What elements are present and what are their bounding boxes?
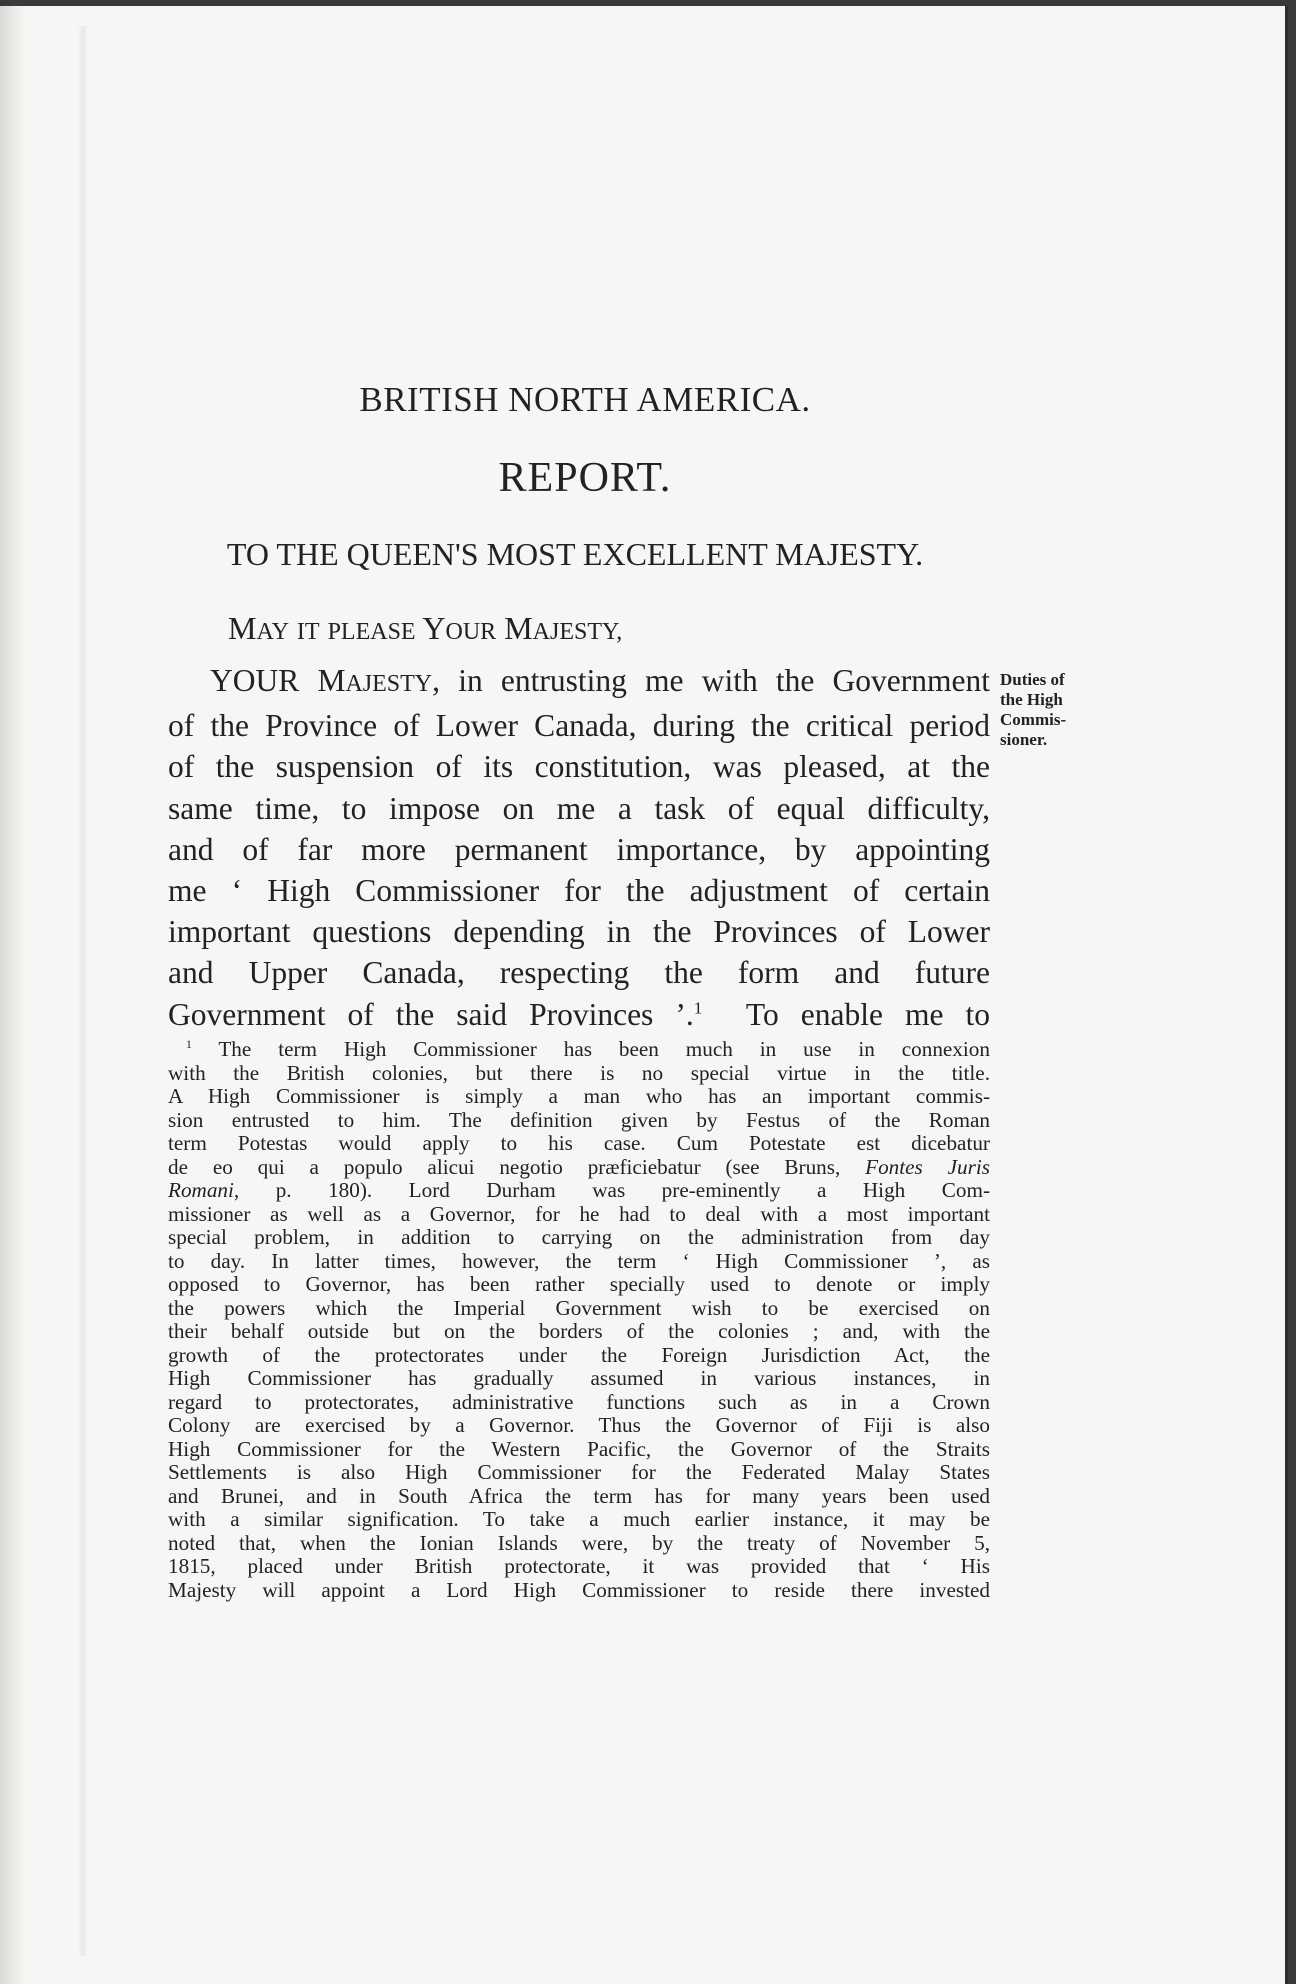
running-title: BRITISH NORTH AMERICA. (359, 380, 811, 419)
footnote-line-1 (168, 1038, 990, 1062)
body-lead-smallcaps: AJESTY (345, 671, 433, 697)
page-gutter-shadow (0, 6, 26, 1984)
body-lead-rest: , in entrusting me with the Government (432, 663, 990, 698)
body-last-after: To enable me to (702, 996, 991, 1032)
body-line: and Upper Canada, respecting the form and future (168, 955, 990, 991)
salutation-word-4-cap: Y (422, 610, 446, 646)
footnote-line: and Brunei, and in South Africa the term has for many years been used (168, 1483, 990, 1508)
salutation (228, 610, 622, 647)
salutation-word-1-rest: AY (256, 619, 289, 645)
footnote-line: regard to protectorates, administrative functions such as in a Crown (168, 1389, 990, 1414)
footnote-line-7 (168, 1179, 990, 1203)
footnote-reference: 1 (693, 998, 703, 1018)
body-last-before: Government of the said Provinces ’. (168, 996, 694, 1032)
footnote-line-text: , p. 180). Lord Durham was pre-eminently a High Com- (233, 1178, 990, 1202)
footnote-italic-title: Fontes Juris (865, 1154, 991, 1179)
footnote-line: to day. In latter times, however, the term ‘ High Commissioner ’, as (168, 1248, 990, 1273)
footnote-line-6 (168, 1156, 990, 1180)
book-page (0, 6, 1288, 1984)
salutation-word-2: IT (296, 619, 320, 645)
footnote-line: A High Commissioner is simply a man who has an important commis- (168, 1084, 990, 1108)
margin-note (1000, 670, 1090, 750)
footnote-line: missioner as well as a Governor, for he had to deal with a most important (168, 1201, 990, 1226)
body-line: me ‘ High Commissioner for the adjustment of certain (168, 873, 990, 909)
body-line: same time, to impose on me a task of equal difficulty, (168, 790, 990, 826)
footnote-line: opposed to Governor, has been rather specially used to denote or imply (168, 1272, 990, 1296)
salutation-word-1-cap: M (228, 610, 257, 646)
footnote-line: special problem, in addition to carrying on the administration from day (168, 1225, 990, 1249)
footnote-marker: 1 (186, 1037, 192, 1051)
footnote-line: with the British colonies, but there is no special virtue in the title. (168, 1060, 990, 1085)
footnote-line: growth of the protectorates under the Foreign Jurisdiction Act, the (168, 1342, 990, 1367)
binding-crease (78, 26, 88, 1956)
margin-note-line: sioner. (1000, 730, 1048, 749)
footnote-line: Majesty will appoint a Lord High Commissioner to reside there invested (168, 1577, 990, 1602)
footnote-line: Colony are exercised by a Governor. Thus the Governor of Fiji is also (168, 1413, 990, 1437)
body-line: important questions depending in the Provinces of Lower (168, 914, 990, 950)
body-lead-cap: M (317, 663, 346, 698)
body-line-last (168, 994, 990, 1035)
salutation-word-4-rest: OUR (445, 619, 497, 645)
footnote-line: sion entrusted to him. The definition given by Festus of the Roman (168, 1107, 990, 1132)
footnote-line: term Potestas would apply to his case. Cum Potestate est dicebatur (168, 1131, 990, 1155)
footnote-line: the powers which the Imperial Government wish to be exercised on (168, 1295, 990, 1320)
footnote-line: noted that, when the Ionian Islands were, by the treaty of November 5, (168, 1530, 990, 1555)
salutation-word-5-rest: AJESTY, (532, 619, 623, 645)
footnote-line: 1815, placed under British protectorate, it was provided that ‘ His (168, 1554, 990, 1578)
footnote-line-text: The term High Commissioner has been much in use in connexion (191, 1037, 990, 1061)
footnote (168, 1038, 990, 1602)
report-title: REPORT. (498, 455, 672, 501)
footnote-line: Settlements is also High Commissioner for the Federated Malay States (168, 1460, 990, 1484)
footnote-italic-title-cont: Romani (168, 1178, 234, 1202)
body-line: of the Province of Lower Canada, during the critical period (168, 708, 990, 744)
footnote-line-text: de eo qui a populo alicui negotio præficiebatur (see Bruns, (168, 1154, 866, 1179)
footnote-line: with a similar signification. To take a much earlier instance, it may be (168, 1507, 990, 1531)
salutation-word-3: PLEASE (327, 619, 416, 645)
body-line: and of far more permanent importance, by appointing (168, 831, 990, 867)
body-lead-word: YOUR (210, 663, 300, 698)
body-line: of the suspension of its constitution, was pleased, at the (168, 749, 990, 785)
footnote-line: High Commissioner for the Western Pacific, the Governor of the Straits (168, 1436, 990, 1461)
salutation-word-5-cap: M (504, 610, 533, 646)
footnote-line: their behalf outside but on the borders of the colonies ; and, with the (168, 1319, 990, 1343)
margin-note-line: the High (1000, 690, 1063, 709)
margin-note-line: Commis- (1000, 710, 1067, 729)
body-line-1 (168, 660, 990, 705)
margin-note-line: Duties of (1000, 670, 1065, 689)
footnote-line: High Commissioner has gradually assumed in various instances, in (168, 1366, 990, 1390)
body-paragraph (168, 660, 990, 1035)
dedication: TO THE QUEEN'S MOST EXCELLENT MAJESTY. (226, 536, 924, 572)
